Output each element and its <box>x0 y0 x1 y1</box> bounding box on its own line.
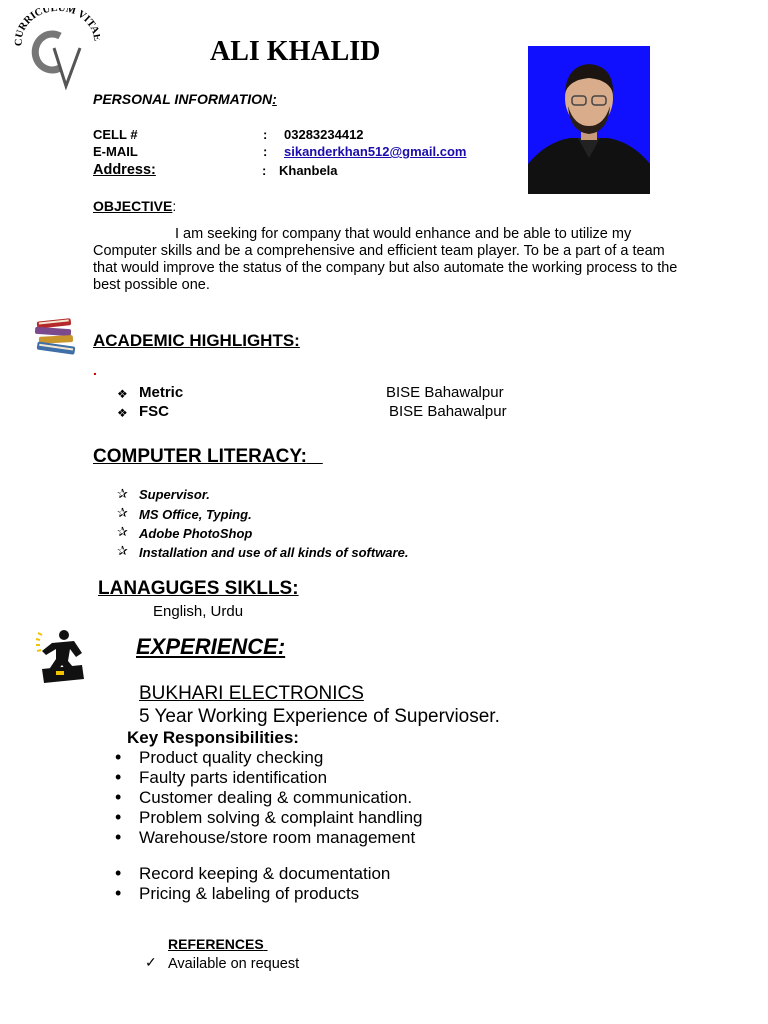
list-item: • Warehouse/store room management <box>139 828 639 848</box>
computer-item-4: Installation and use of all kinds of software. <box>139 545 409 560</box>
computer-heading: COMPUTER LITERACY: <box>93 446 307 467</box>
cv-logo-icon <box>14 8 100 90</box>
logo-text: CURRICULUM VITA <box>14 8 100 47</box>
computer-item-3: Adobe PhotoShop <box>139 526 253 541</box>
books-icon <box>33 316 81 358</box>
email-label: E-MAIL <box>93 144 138 159</box>
responsibilities-heading: Key Responsibilities: <box>127 728 299 747</box>
list-item: • Product quality checking <box>139 748 639 768</box>
cell-value: 03283234412 <box>284 127 364 142</box>
objective-heading: OBJECTIVE: <box>93 198 177 214</box>
star-bullet-icon: ✰ <box>117 543 128 558</box>
responsibilities-list <box>139 748 639 848</box>
list-item: • Faulty parts identification <box>139 768 639 788</box>
address-sep: : <box>262 163 267 178</box>
academic-heading: ACADEMIC HIGHLIGHTS: <box>93 331 300 350</box>
computer-item-1: Supervisor. <box>139 487 210 502</box>
svg-text:CURRICULUM VITAE <box>14 8 100 46</box>
cell-label: CELL # <box>93 127 138 142</box>
languages-heading: LANAGUGES SIKLLS: <box>98 578 299 599</box>
academic-degree-1: Metric <box>139 384 184 401</box>
cell-sep: : <box>263 127 268 142</box>
academic-degree-2: FSC <box>139 403 169 420</box>
experience-summary: 5 Year Working Experience of Supervioser. <box>139 706 500 727</box>
references-heading: REFERENCES <box>168 936 264 952</box>
address-value: Khanbela <box>279 163 338 178</box>
personal-info-heading: PERSONAL INFORMATION: <box>93 91 277 107</box>
references-value: Available on request <box>168 956 300 972</box>
experience-company: BUKHARI ELECTRONICS <box>139 683 364 704</box>
worker-icon <box>34 627 86 683</box>
checkmark-icon: ✓ <box>145 954 157 970</box>
list-item: • Pricing & labeling of products <box>139 884 639 904</box>
computer-item-2: MS Office, Typing. <box>139 507 252 522</box>
star-bullet-icon: ✰ <box>117 505 128 520</box>
star-bullet-icon: ✰ <box>117 486 128 501</box>
email-link[interactable]: sikanderkhan512@gmail.com <box>284 144 467 159</box>
address-label: Address: <box>93 162 156 178</box>
list-item: • Customer dealing & communication. <box>139 788 639 808</box>
experience-heading: EXPERIENCE: <box>136 634 286 659</box>
list-item: • Record keeping & documentation <box>139 864 639 884</box>
diamond-bullet-icon: ❖ <box>117 406 128 420</box>
academic-stray-dot: . <box>93 362 97 378</box>
profile-photo <box>528 46 650 194</box>
responsibilities-list-2 <box>139 864 639 904</box>
languages-value: English, Urdu <box>153 603 244 620</box>
star-bullet-icon: ✰ <box>117 524 128 539</box>
candidate-name: ALI KHALID <box>210 36 381 67</box>
objective-text: I am seeking for company that would enhance and be able to utilize my Computer skills and be a comprehensive and efficient team player. To be a part of a team that would improve the status of the company but also automate the working process to the best possible one. <box>93 226 678 293</box>
academic-board-2: BISE Bahawalpur <box>389 403 507 420</box>
email-sep: : <box>263 144 268 159</box>
academic-board-1: BISE Bahawalpur <box>386 384 504 401</box>
diamond-bullet-icon: ❖ <box>117 387 128 401</box>
list-item: • Problem solving & complaint handling <box>139 808 639 828</box>
